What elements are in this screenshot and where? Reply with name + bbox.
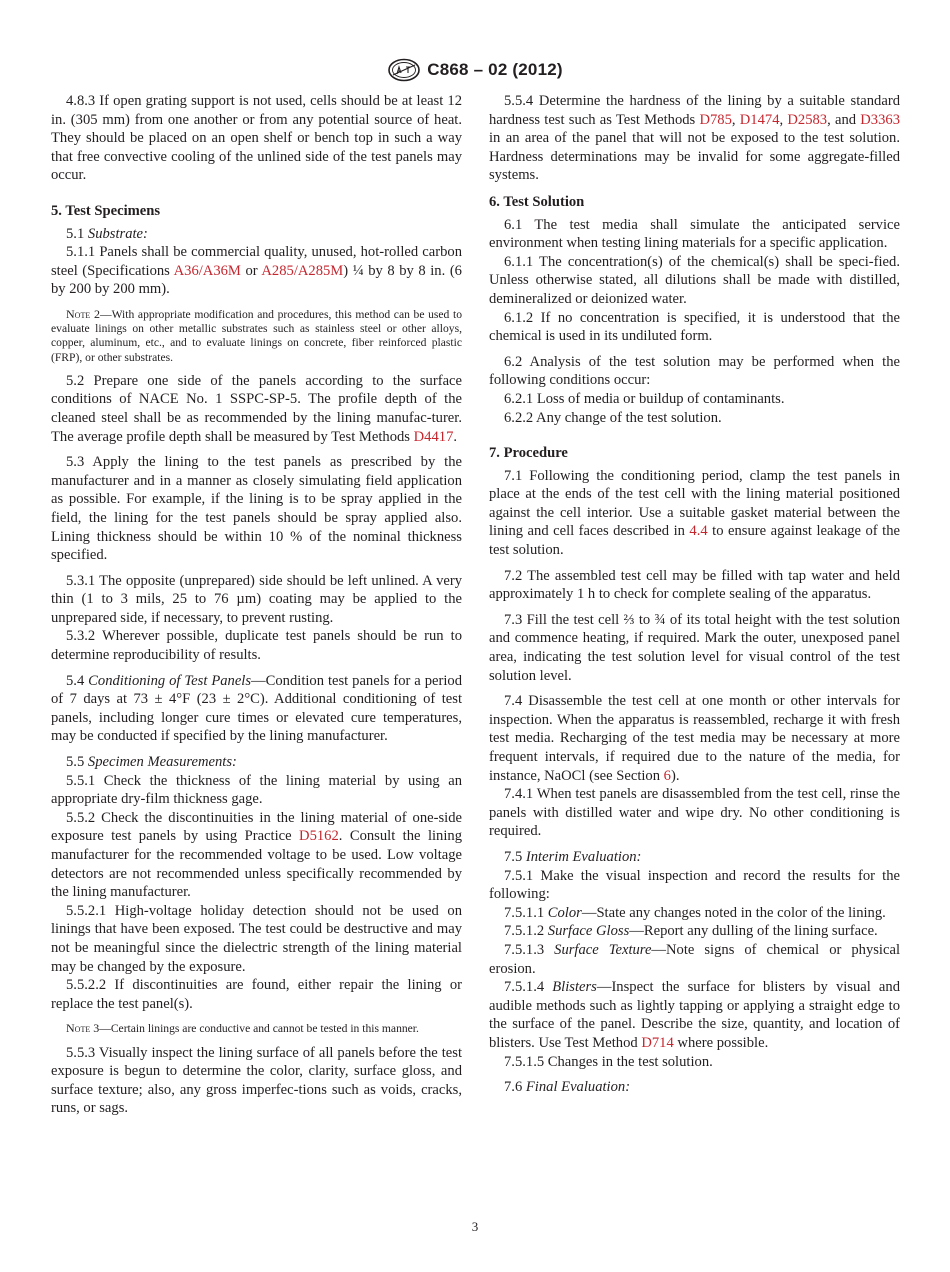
section-heading-5: 5. Test Specimens [51, 202, 161, 219]
link-d5162[interactable]: D5162 [299, 828, 339, 845]
paragraph-5-5-2-1: 5.5.2.1 High-voltage holiday detection should not be used on linings that have been exposed. The test could be destructive and may not be meaningful since the dielectric strength of the lining material may be changed by the exposure. [51, 902, 462, 975]
paragraph-6-1-1: 6.1.1 The concentration(s) of the chemical(s) shall be speci-fied. Unless otherwise stated, all dilutions shall be made with distilled, demineralized or deionized water. [489, 253, 900, 307]
paragraph-4-8-3: 4.8.3 If open grating support is not used, cells should be at least 12 in. (305 mm) from one another or from any potential source of heat. They should be placed on an open shelf or bench top in such a way that free convective cooling of the unlined side of the test panels may occur. [51, 93, 462, 184]
link-d785[interactable]: D785 [699, 111, 732, 128]
paragraph-7-5-1-2: 7.5.1.2 Surface Gloss—Report any dulling of the lining surface. [504, 923, 878, 940]
left-column [51, 92, 462, 1118]
paragraph-7-5: 7.5 Interim Evaluation: [504, 848, 642, 865]
page-number: 3 [471, 1219, 479, 1234]
paragraph-5-5-1: 5.5.1 Check the thickness of the lining material by using an appropriate dry-film thickness gage. [51, 772, 462, 808]
paragraph-5-5-4: 5.5.4 Determine the hardness of the lining by a suitable standard hardness test such as Test Methods D785, D1474, D2583, and D3363 in an area of the panel that will not be exposed to the test solution. Hardness determinations may be invalid for some aggregate-filled systems. [489, 93, 900, 184]
paragraph-5-3-1: 5.3.1 The opposite (unprepared) side should be left unlined. A very thin (1 to 3 mils, 25 to 76 µm) coating may be applied to the unprepared side, if necessary, to prevent rusting. [51, 572, 462, 626]
right-column [489, 92, 900, 1097]
paragraph-5-5-3: 5.5.3 Visually inspect the lining surface of all panels before the test exposure is begun to determine the color, clarity, surface gloss, and surface texture; also, any gross imperfec-tions such as voids, cracks, runs, or sags. [51, 1044, 462, 1117]
paragraph-5-3: 5.3 Apply the lining to the test panels as prescribed by the manufacturer and in a manner as closely simulating field application as possible. For example, if the lining is to be spray applied in the field, the lining for the test panels should be spray applied also. Lining thickness should be within 10 % of the nominal thickness specified. [51, 454, 462, 564]
paragraph-5-3-2: 5.3.2 Wherever possible, duplicate test panels should be run to determine reproducibility of results. [51, 628, 462, 664]
paragraph-5-5-2: 5.5.2 Check the discontinuities in the lining material of one-side exposure test panels by using Practice D5162. Consult the lining manufacturer for the recommended voltage to be used. Low voltage detectors are not recommended unless specifically recommended by the lining manufacturer. [51, 809, 462, 901]
page-header [0, 57, 950, 83]
link-d1474[interactable]: D1474 [739, 111, 780, 128]
paragraph-7-5-1-5: 7.5.1.5 Changes in the test solution. [504, 1053, 713, 1070]
paragraph-7-4-1: 7.4.1 When test panels are disassembled from the test cell, rinse the panels with distilled water and wipe dry. No other conditioning is required. [489, 786, 900, 840]
paragraph-5-1-1: 5.1.1 Panels shall be commercial quality, unused, hot-rolled carbon steel (Specifications A36/A36M or A285/A285M) ¼ by 8 by 8 in. (6 by 200 by 200 mm). [51, 244, 462, 298]
document-designation: C868 – 02 (2012) [427, 60, 563, 79]
note-3: Note 3—Certain linings are conductive and cannot be tested in this manner. [66, 1021, 419, 1036]
link-d714[interactable]: D714 [641, 1034, 674, 1051]
note-2: Note 2—With appropriate modification and procedures, this method can be used to evaluate linings on other metallic substrates such as stainless steel or other alloys, copper, aluminum, etc., and to evaluate linings on concrete, fiber reinforced plastic (FRP), or other substrates. [51, 306, 463, 364]
paragraph-6-2: 6.2 Analysis of the test solution may be performed when the following conditions occur: [489, 353, 900, 389]
link-d4417[interactable]: D4417 [413, 428, 454, 445]
paragraph-7-5-1-3: 7.5.1.3 Surface Texture—Note signs of chemical or physical erosion. [489, 941, 900, 977]
paragraph-6-2-2: 6.2.2 Any change of the test solution. [504, 409, 722, 426]
paragraph-5-1: 5.1 Substrate: [66, 225, 148, 242]
paragraph-7-1: 7.1 Following the conditioning period, clamp the test panels in place at the ends of the test cell with the lining material positioned against the cell interior. Use a suitable gasket material between the lining and cell faces described in 4.4 to ensure against leakage of the test solution. [489, 467, 900, 559]
paragraph-7-5-1-4: 7.5.1.4 Blisters—Inspect the surface for blisters by visual and audible methods such as lightly tapping or applying a straight edge to the surface of the panel. Describe the size, quantity, and location of blisters. Use Test Method D714 where possible. [489, 979, 901, 1051]
link-section-4-4[interactable]: 4.4 [689, 523, 708, 540]
paragraph-7-4: 7.4 Disassemble the test cell at one month or other intervals for inspection. When the apparatus is reassembled, recharge it with fresh test media. Recharging of the test media may be necessary at more frequent intervals, if required due to the nature of the media, for instance, NaOCl (see Section 6). [489, 693, 900, 784]
paragraph-7-2: 7.2 The assembled test cell may be filled with tap water and held approximately 1 h to check for complete sealing of the apparatus. [489, 567, 900, 603]
link-d2583[interactable]: D2583 [787, 111, 828, 128]
link-a285[interactable]: A285/A285M [261, 262, 344, 279]
section-heading-6: 6. Test Solution [489, 193, 585, 210]
paragraph-6-1-2: 6.1.2 If no concentration is specified, it is understood that the chemical is used in its undiluted form. [489, 309, 900, 345]
paragraph-5-5-2-2: 5.5.2.2 If discontinuities are found, either repair the lining or replace the test panel(s). [51, 977, 462, 1012]
link-section-6[interactable]: 6 [663, 767, 671, 784]
paragraph-7-5-1: 7.5.1 Make the visual inspection and record the results for the following: [489, 867, 900, 903]
paragraph-5-4: 5.4 Conditioning of Test Panels—Condition test panels for a period of 7 days at 73 ± 4°F (23 ± 2°C). Additional conditioning of test panels, including longer cure times or elevated cure temperatures, may be conducted if specified by the lining manufacturer. [51, 672, 462, 745]
paragraph-7-6: 7.6 Final Evaluation: [504, 1079, 631, 1096]
paragraph-6-1: 6.1 The test media shall simulate the anticipated service environment when testing lining materials for a specific application. [489, 216, 900, 252]
paragraph-7-5-1-1: 7.5.1.1 Color—State any changes noted in the color of the lining. [504, 904, 886, 921]
link-d3363[interactable]: D3363 [860, 111, 900, 128]
paragraph-7-3: 7.3 Fill the test cell ⅔ to ¾ of its total height with the test solution and commence heating, if required. Mark the outer, unexposed panel area, indicating the test solution level for visual control of the test solution level. [489, 611, 900, 684]
link-a36[interactable]: A36/A36M [173, 262, 241, 279]
paragraph-6-2-1: 6.2.1 Loss of media or buildup of contaminants. [504, 390, 785, 407]
astm-logo-icon [387, 58, 421, 82]
section-heading-7: 7. Procedure [489, 445, 568, 462]
paragraph-5-5: 5.5 Specimen Measurements: [66, 754, 237, 771]
paragraph-5-2: 5.2 Prepare one side of the panels according to the surface conditions of NACE No. 1 SSPC-SP-5. The profile depth of the cleaned steel shall be as recommended by the lining manufac-turer. The average profile depth shall be measured by Test Methods D4417. [51, 372, 462, 445]
